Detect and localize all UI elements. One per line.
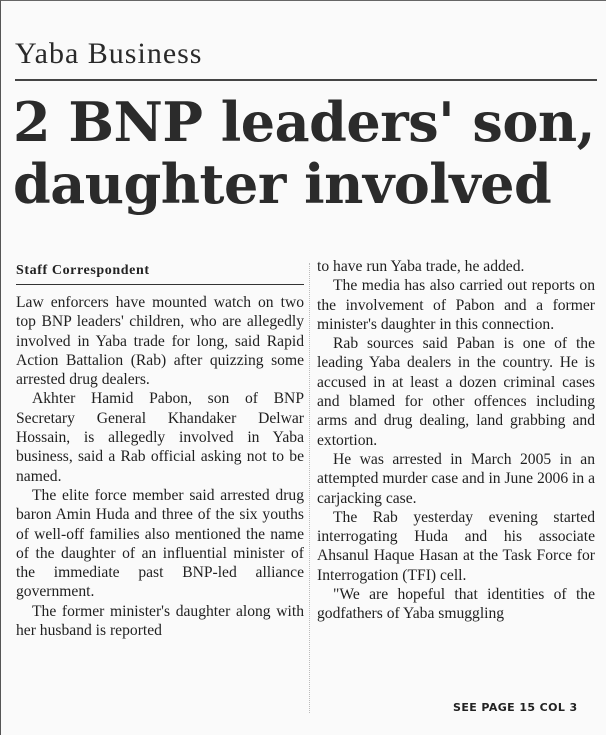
paragraph: to have run Yaba trade, he added. — [317, 258, 525, 275]
paragraph: Rab sources said Paban is one of the leading Yaba dealers in the country. He is accused in at least a dozen criminal cases and blamed for other offences including arms and drug dealing, land grabbing and extortion. — [317, 335, 595, 449]
byline-rule — [16, 284, 304, 285]
column-1 — [16, 293, 304, 640]
paragraph: The media has also carried out reports on the involvement of Pabon and a former minister's daughter in this connection. — [317, 277, 595, 333]
paragraph: The elite force member said arrested drug baron Amin Huda and three of the six youths of well-off families also mentioned the name of the daughter of an influential minister of the immediate past BNP-led alliance government. — [16, 486, 304, 601]
column-2 — [317, 257, 595, 624]
continuation-line: SEE PAGE 15 COL 3 — [453, 701, 578, 714]
section-kicker: Yaba Business — [15, 37, 203, 70]
paragraph: The Rab yesterday evening started interrogating Huda and his associate Ahsanul Haque Hasan at the Task Force for Interrogation (TFI) cell. — [317, 508, 595, 584]
paragraph: He was arrested in March 2005 in an attempted murder case and in June 2006 in a carjacking case. — [317, 450, 595, 507]
byline: Staff Correspondent — [16, 263, 150, 278]
paragraph: Law enforcers have mounted watch on two top BNP leaders' children, who are allegedly involved in Yaba trade for long, said Rapid Action Battalion (Rab) after quizzing some arrested drug dealers. — [16, 294, 304, 389]
paragraph: The former minister's daughter along with her husband is reported — [16, 602, 304, 640]
kicker-rule — [15, 79, 597, 81]
paragraph: Akhter Hamid Pabon, son of BNP Secretary General Khandaker Delwar Hossain, is allegedly involved in Yaba business, said a Rab official asking not to be named. — [16, 390, 304, 485]
paragraph: "We are hopeful that identities of the godfathers of Yaba smuggling — [317, 586, 595, 623]
column-divider — [309, 263, 310, 713]
headline: 2 BNP leaders' son, daughter involved — [13, 90, 595, 216]
